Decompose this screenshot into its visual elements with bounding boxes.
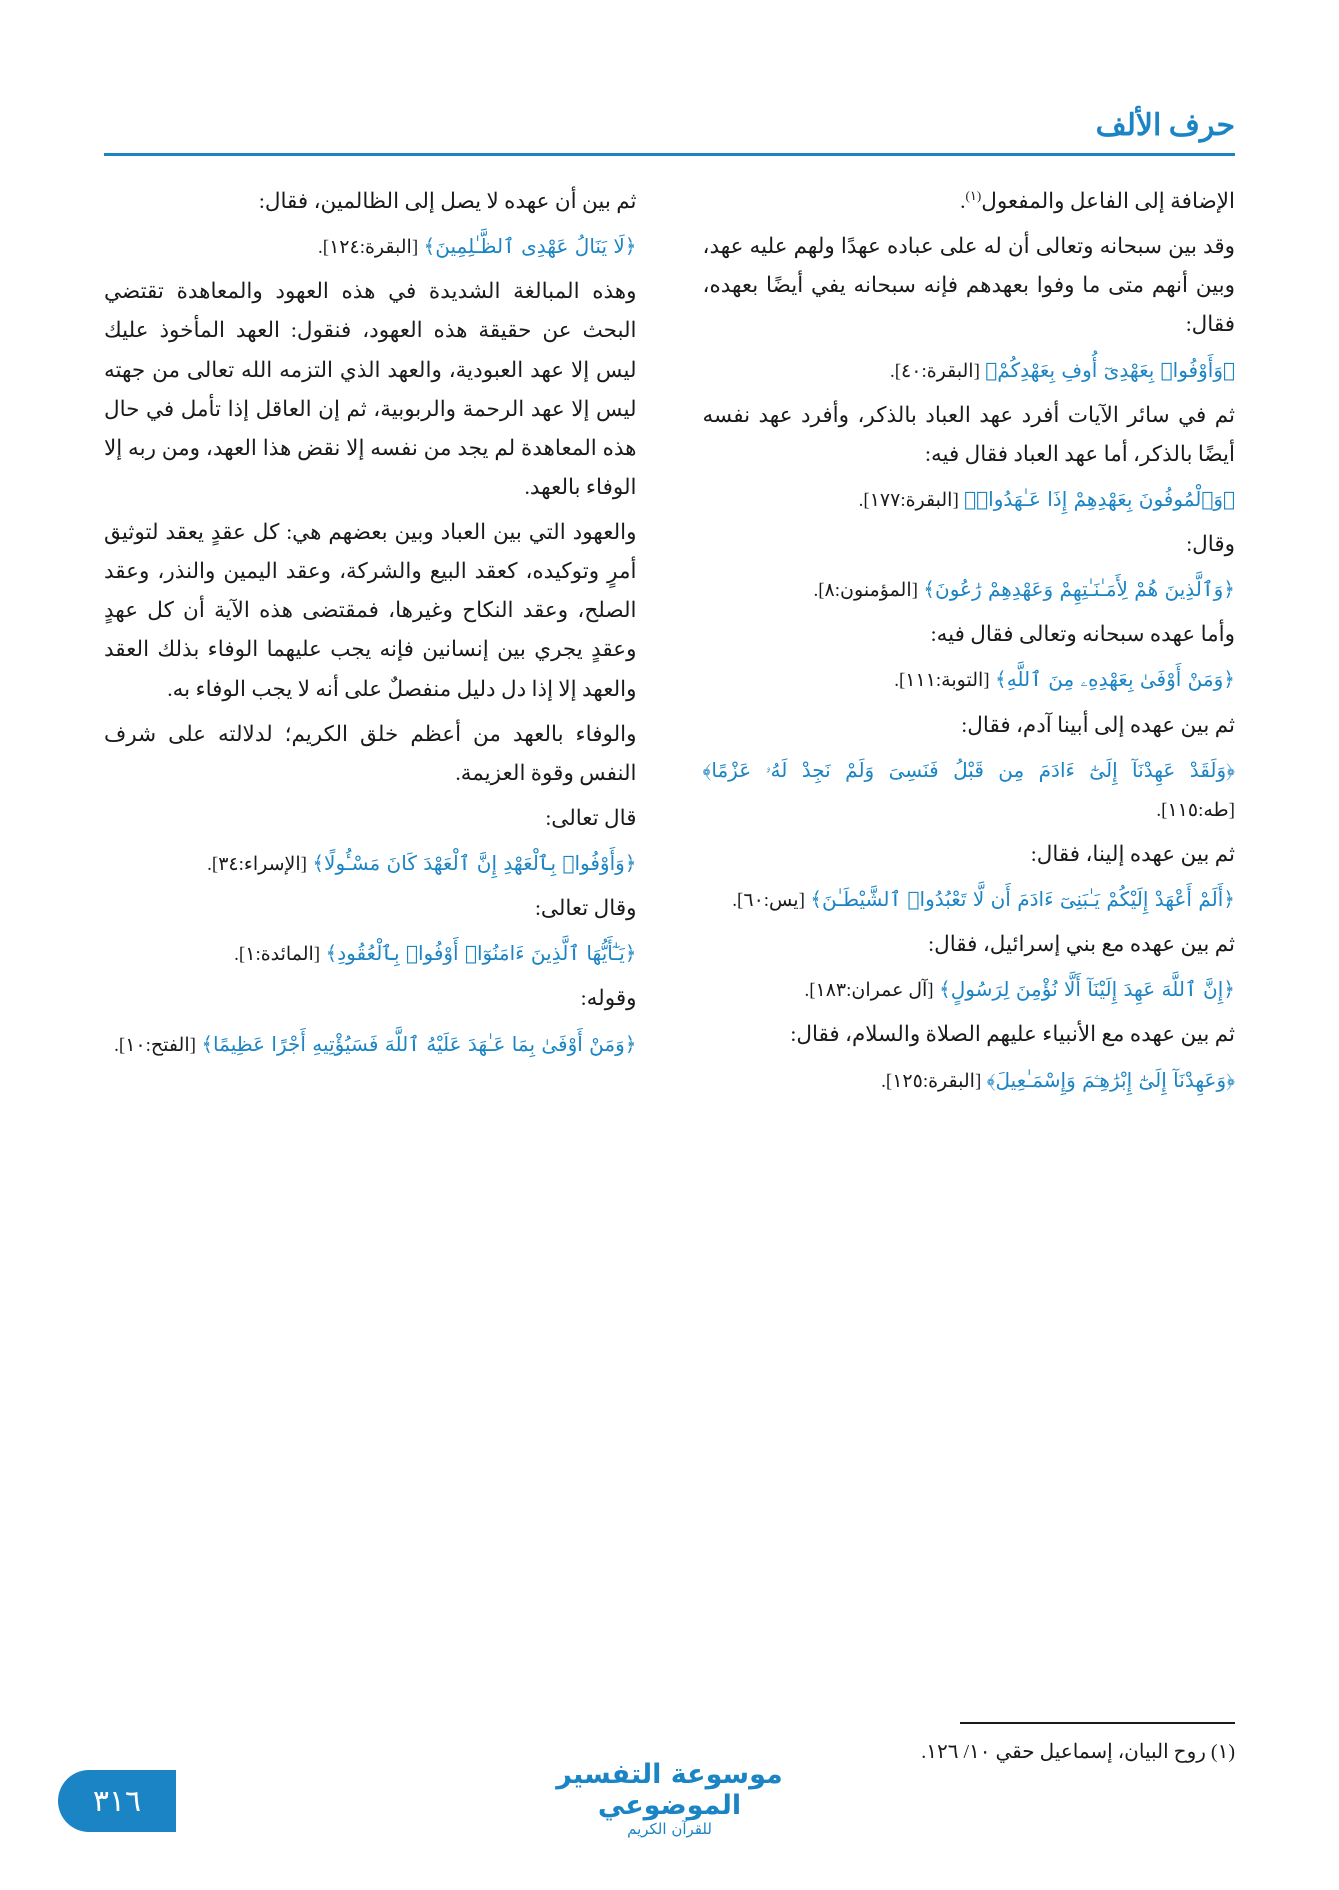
footnote-marker[interactable]: (١) bbox=[965, 187, 982, 203]
quran-verse-paragraph bbox=[703, 660, 1236, 699]
quran-verse: ﴿وَعَهِدْنَآ إِلَىٰٓ إِبْرَٰهِـۧمَ وَإِسْمَـٰعِيلَ﴾ bbox=[986, 1067, 1235, 1092]
paragraph-text: ثم بين عهده مع بني إسرائيل، فقال: bbox=[928, 932, 1235, 957]
verse-reference: [البقرة:٤٠]. bbox=[889, 360, 980, 382]
body-paragraph: الإضافة إلى الفاعل والمفعول$^{(١)}$. bbox=[960, 187, 1235, 213]
paragraph-text: وقال تعالى: bbox=[534, 896, 637, 921]
body-paragraph bbox=[703, 227, 1236, 344]
verse-reference: [الفتح:١٠]. bbox=[114, 1034, 196, 1056]
quran-verse-paragraph bbox=[703, 1061, 1236, 1100]
quran-verse: ﴿لَا يَنَالُ عَهْدِى ٱلظَّـٰلِمِينَ﴾ bbox=[423, 234, 637, 259]
body-paragraph bbox=[104, 799, 637, 838]
paragraph-text: ثم بين أن عهده لا يصل إلى الظالمين، فقال: bbox=[258, 189, 637, 213]
verse-reference: [آل عمران:١٨٣]. bbox=[804, 980, 934, 1002]
publisher-logo bbox=[545, 1759, 795, 1838]
quran-verse: ﴿وَمَنْ أَوْفَىٰ بِعَهْدِهِۦ مِنَ ٱللَّهِ﴾ bbox=[994, 667, 1235, 692]
body-paragraph bbox=[104, 513, 637, 709]
quran-verse: ﴿إِنَّ ٱللَّهَ عَهِدَ إِلَيْنَآ أَلَّا نُؤْمِنَ لِرَسُولٍ﴾ bbox=[939, 977, 1235, 1002]
body-paragraph bbox=[703, 1015, 1236, 1054]
quran-verse-paragraph bbox=[104, 844, 637, 883]
quran-verse-paragraph bbox=[703, 880, 1236, 919]
body-paragraph bbox=[104, 889, 637, 928]
body-paragraph bbox=[703, 706, 1236, 745]
quran-verse-paragraph bbox=[703, 351, 1236, 390]
footnote-divider bbox=[960, 1722, 1235, 1724]
paragraph-text: وهذه المبالغة الشديدة في هذه العهود والمعاهدة تقتضي البحث عن حقيقة هذه العهود، فنقول: العهد المأخوذ عليك ليس إلا عهد العبودية، والعهد الذي التزمه الله تعالى من جهته ليس إلا عهد الرحمة والربوبية، ثم إن العاقل إذا تأمل في حال هذه المعاهدة لم يجد من نفسه إلا نقض هذا العهد، ومن ربه إلا الوفاء بالعهد. bbox=[104, 279, 637, 499]
paragraph-text: وقال: bbox=[1186, 532, 1235, 556]
quran-verse-paragraph bbox=[703, 751, 1236, 829]
verse-reference: [المائدة:١]. bbox=[234, 944, 321, 966]
quran-verse: ﴿يَـٰٓأَيُّهَا ٱلَّذِينَ ءَامَنُوٓا۟ أَوْفُوا۟ بِٱلْعُقُودِ﴾ bbox=[325, 941, 637, 966]
body-paragraph bbox=[703, 835, 1236, 874]
verse-reference: [البقرة:١٧٧]. bbox=[858, 489, 959, 511]
body-paragraph bbox=[703, 925, 1236, 964]
paragraph-text: الإضافة إلى الفاعل والمفعول bbox=[981, 189, 1235, 213]
paragraph-text: ثم بين عهده إلينا، فقال: bbox=[1030, 841, 1235, 866]
body-paragraph bbox=[104, 715, 637, 793]
verse-reference: [البقرة:١٢٥]. bbox=[881, 1070, 982, 1092]
quran-verse-paragraph bbox=[104, 227, 637, 266]
quran-verse-paragraph bbox=[104, 1025, 637, 1064]
paragraph-text: وأما عهده سبحانه وتعالى فقال فيه: bbox=[930, 622, 1235, 647]
quran-verse: ﴿أَلَمْ أَعْهَدْ إِلَيْكُمْ يَـٰبَنِىٓ ءَادَمَ أَن لَّا تَعْبُدُوا۟ ٱلشَّيْطَـٰنَ﴾ bbox=[810, 887, 1235, 911]
quran-verse: ﴿وَٱلَّذِينَ هُمْ لِأَمَـٰنَـٰتِهِمْ وَعَهْدِهِمْ رَٰعُونَ﴾ bbox=[923, 577, 1235, 602]
body-paragraph bbox=[104, 272, 637, 507]
quran-verse-paragraph bbox=[703, 570, 1236, 609]
paragraph-text: والوفاء بالعهد من أعظم خلق الكريم؛ لدلالته على شرف النفس وقوة العزيمة. bbox=[104, 721, 637, 785]
verse-reference: [يس:٦٠]. bbox=[732, 890, 805, 911]
verse-reference: [طه:١١٥]. bbox=[1156, 799, 1235, 821]
page-number-badge: ٣١٦ bbox=[58, 1770, 176, 1832]
quran-verse: ﴿وَلَقَدْ عَهِدْنَآ إِلَىٰٓ ءَادَمَ مِن قَبْلُ فَنَسِىَ وَلَمْ نَجِدْ لَهُۥ عَزْمًا﴾ bbox=[702, 757, 1235, 782]
two-column-body bbox=[104, 182, 1235, 1770]
paragraph-text: ثم بين عهده مع الأنبياء عليهم الصلاة والسلام، فقال: bbox=[790, 1022, 1235, 1047]
verse-reference: [الإسراء:٣٤]. bbox=[207, 854, 307, 875]
paragraph-text: وقوله: bbox=[580, 986, 637, 1011]
quran-verse: ﴿وَمَنْ أَوْفَىٰ بِمَا عَـٰهَدَ عَلَيْهُ ٱللَّهَ فَسَيُؤْتِيهِ أَجْرًا عَظِيمًا﴾ bbox=[201, 1031, 637, 1056]
header-divider bbox=[104, 153, 1235, 156]
quran-verse-paragraph bbox=[104, 934, 637, 973]
verse-reference: [البقرة:١٢٤]. bbox=[317, 237, 419, 259]
page-header bbox=[104, 108, 1235, 168]
column-left bbox=[104, 182, 637, 1770]
verse-reference: [المؤمنون:٨]. bbox=[813, 580, 918, 602]
body-paragraph bbox=[703, 525, 1236, 564]
page-footer bbox=[0, 1760, 1339, 1838]
body-paragraph bbox=[104, 182, 637, 221]
quran-verse: ﴿وَأَوْفُوا۟ بِعَهْدِىٓ أُوفِ بِعَهْدِكُمْ﴾ bbox=[985, 357, 1235, 382]
paragraph-text: قال تعالى: bbox=[545, 805, 637, 830]
footnote-text: (١) روح البيان، إسماعيل حقي ١٠/ ١٢٦. bbox=[921, 1740, 1235, 1763]
body-paragraph bbox=[703, 396, 1236, 474]
paragraph-text: وقد بين سبحانه وتعالى أن له على عباده عهدًا ولهم عليه عهد، وبين أنهم متى ما وفوا بعهدهم فإنه سبحانه يفي أيضًا بعهده، فقال: bbox=[702, 234, 1235, 337]
quran-verse-paragraph bbox=[703, 480, 1236, 519]
body-paragraph bbox=[703, 615, 1236, 654]
column-right bbox=[703, 182, 1236, 1770]
logo-sub-text: للقرآن الكريم bbox=[627, 1819, 712, 1838]
body-paragraph bbox=[104, 979, 637, 1018]
paragraph-text: ثم بين عهده إلى أبينا آدم، فقال: bbox=[961, 712, 1235, 737]
quran-verse: ﴿وَأَوْفُوا۟ بِٱلْعَهْدِ إِنَّ ٱلْعَهْدَ كَانَ مَسْـُٔولًا﴾ bbox=[312, 851, 637, 875]
header-title: حرف الألف bbox=[1095, 109, 1235, 142]
quran-verse-paragraph bbox=[703, 970, 1236, 1009]
paragraph-text: ثم في سائر الآيات أفرد عهد العباد بالذكر، وأفرد عهد نفسه أيضًا بالذكر، أما عهد العباد فقال فيه: bbox=[702, 402, 1235, 466]
paragraph-text: والعهود التي بين العباد وبين بعضهم هي: كل عقدٍ يعقد لتوثيق أمرٍ وتوكيده، كعقد البيع والشركة، وعقد اليمين والنذر، وعقد الصلح، وعقد النكاح وغيرها، فمقتضى هذه الآية أن كل عهدٍ وعقدٍ يجري بين إنسانين فإنه يجب عليهما الوفاء بذلك العقد والعهد إلا إذا دل دليل منفصلٌ على أنه لا يجب الوفاء به. bbox=[104, 520, 637, 701]
quran-verse: ﴿وَٱلْمُوفُونَ بِعَهْدِهِمْ إِذَا عَـٰهَدُوا۟﴾ bbox=[964, 486, 1235, 511]
verse-reference: [التوبة:١١١]. bbox=[894, 670, 990, 692]
logo-main-text: موسوعة التفسير الموضوعي bbox=[556, 1758, 783, 1821]
